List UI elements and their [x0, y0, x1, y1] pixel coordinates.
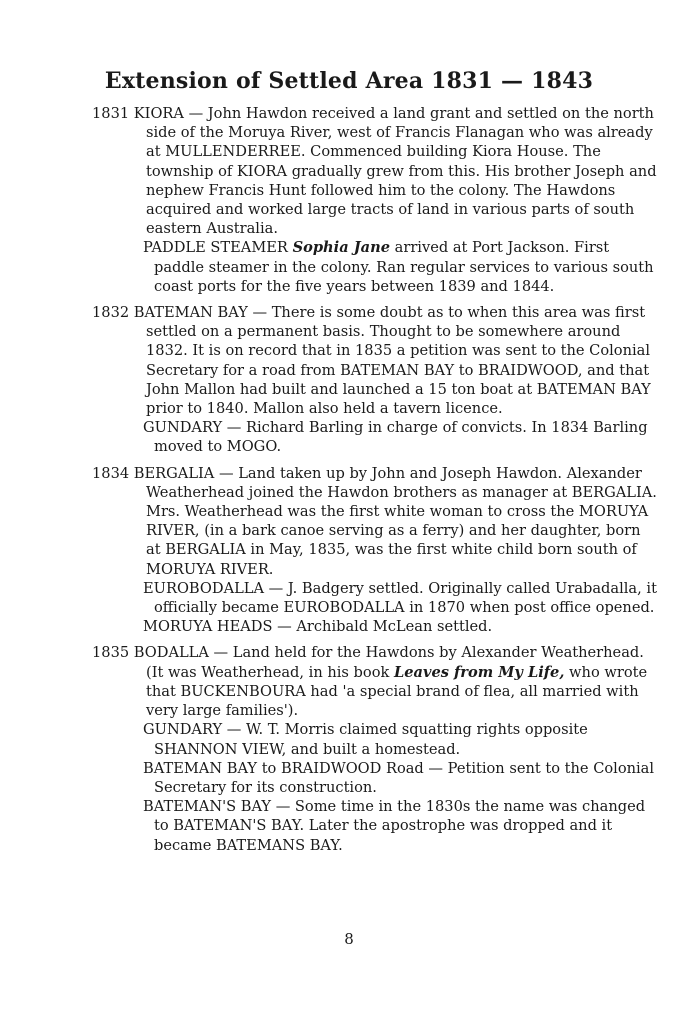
entry-1835	[92, 643, 657, 854]
entry-sub-bateman-road: BATEMAN BAY to BRAIDWOOD Road — Petition sent to the Colonial Secretary for its construction.	[143, 759, 655, 796]
book-title: Leaves from My Life,	[393, 663, 565, 681]
entry-sub-batemans-bay: BATEMAN'S BAY — Some time in the 1830s the name was changed to BATEMAN'S BAY. Later the apostrophe was dropped and it became BATEMANS BAY.	[143, 798, 646, 854]
document-body	[92, 104, 657, 862]
main-text-post: who wrote that BUCKENBOURA had 'a special brand of flea, all married with very large families').	[146, 663, 648, 720]
entry-main-text: 1834 BERGALIA — Land taken up by John and Joseph Hawdon. Alexander Weatherhead joined the Hawdon brothers as manager at BERGALIA. Mrs. Weatherhead was the first white woman to cross the MORUYA RIVER, (in a bark canoe serving as a ferry) and her daughter, born at BERGALIA in May, 1835, was the first white child born south of MORUYA RIVER.	[92, 464, 657, 578]
entry-1832	[92, 303, 657, 457]
entry-sub-gundary: GUNDARY — W. T. Morris claimed squatting rights opposite SHANNON VIEW, and built a homestead.	[143, 721, 588, 758]
page-number: 8	[344, 930, 354, 948]
entry-sub-gundary: GUNDARY — Richard Barling in charge of convicts. In 1834 Barling moved to MOGO.	[143, 419, 648, 456]
entry-sub-moruya-heads: MORUYA HEADS — Archibald McLean settled.	[143, 618, 493, 636]
entry-sub-eurobodalla: EUROBODALLA — J. Badgery settled. Originally called Urabadalla, it officially became EUROBODALLA in 1870 when post office opened.	[143, 579, 657, 617]
ship-name: Sophia Jane	[292, 239, 390, 257]
entry-main-text	[92, 643, 657, 720]
sub-text-pre: PADDLE STEAMER	[143, 239, 293, 257]
entry-sub-paddle-steamer	[92, 238, 657, 296]
entry-main-text: 1832 BATEMAN BAY — There is some doubt as to when this area was first settled on a permanent basis. Thought to be somewhere around 1832. It is on record that in 1835 a petition was sent to the Colonial Secretary for a road from BATEMAN BAY to BRAIDWOOD, and that John Mallon had built and launched a 15 ton boat at BATEMAN BAY prior to 1840. Mallon also held a tavern licence.	[92, 304, 651, 418]
main-text-pre: 1835 BODALLA — Land held for the Hawdons by Alexander Weatherhead. (It was Weatherhead, in his book	[92, 644, 644, 681]
page-title: Extension of Settled Area 1831 — 1843	[104, 68, 594, 94]
entry-1831	[92, 104, 657, 296]
sub-text-post: arrived at Port Jackson. First paddle steamer in the colony. Ran regular services to various south coast ports for the five years between 1839 and 1844.	[154, 239, 654, 295]
entry-1834	[92, 464, 657, 637]
entry-main-text: 1831 KIORA — John Hawdon received a land grant and settled on the north side of the Moruya River, west of Francis Flanagan who was already at MULLENDERREE. Commenced building Kiora House. The township of KIORA gradually grew from this. His brother Joseph and nephew Francis Hunt followed him to the colony. The Hawdons acquired and worked large tracts of land in various parts of south eastern Australia.	[92, 105, 657, 238]
